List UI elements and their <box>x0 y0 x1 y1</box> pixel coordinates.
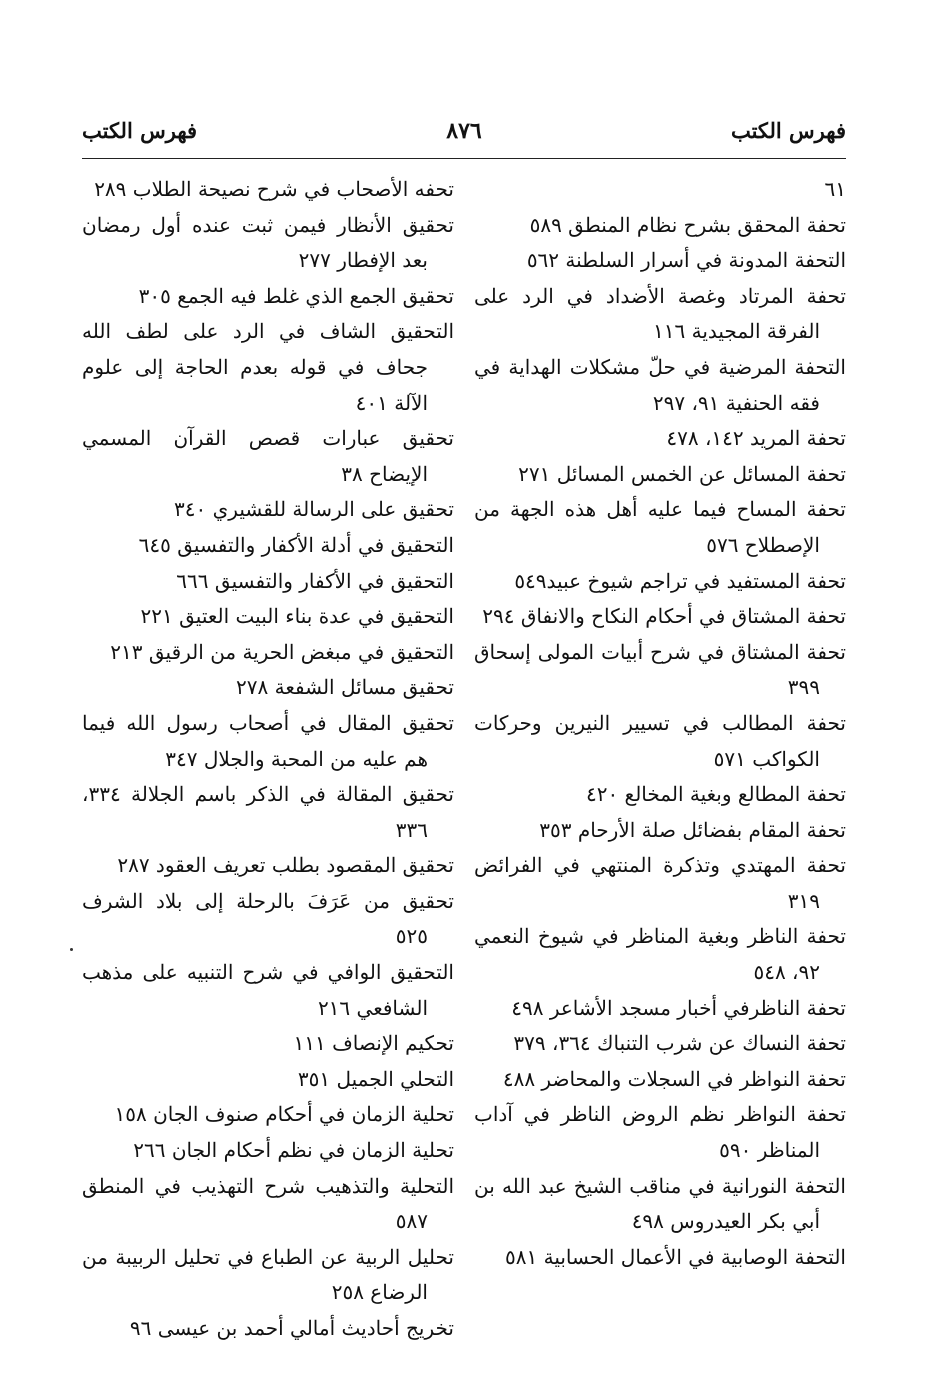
index-entry: التحقيق في أدلة الأكفار والتفسيق ٦٤٥ <box>138 532 454 557</box>
scan-speck <box>70 948 73 951</box>
running-title-right: فهرس الكتب <box>730 118 846 143</box>
running-title-left: فهرس الكتب <box>82 118 198 143</box>
index-entry: التحفة الوصابية في الأعمال الحسابية ٥٨١ <box>505 1244 846 1269</box>
index-entry: التحقيق في عدة بناء البيت العتيق ٢٢١ <box>140 604 454 629</box>
index-entry: تحفة النساك عن شرب التنباك ٣٦٤، ٣٧٩ <box>513 1031 846 1056</box>
index-entry: تحفة المهتدي وتذكرة المنتهي في الفرائض ٣١٩ <box>474 853 846 913</box>
index-entry: تحفه الأصحاب في شرح نصيحة الطلاب ٢٨٩ <box>94 177 454 201</box>
index-column-right <box>474 172 846 1275</box>
index-entry: تحفة المطالب في تسيير النيرين وحركات الكواكب ٥٧١ <box>474 710 846 771</box>
index-entry: تحفة المساح فيما عليه أهل هذه الجهة من الإصطلاح ٥٧٦ <box>474 497 846 557</box>
index-entry: التحفة النورانية في مناقب الشيخ عبد الله بن أبي بكر العيدروس ٤٩٨ <box>474 1173 846 1234</box>
index-entry: التحفة المدونة في أسرار السلطنة ٥٦٢ <box>526 248 846 273</box>
index-entry: تحفة المقام بفضائل صلة الأرحام ٣٥٣ <box>539 817 846 842</box>
index-entry: تحقيق المقال في أصحاب رسول الله فيما هم عليه من المحبة والجلال ٣٤٧ <box>82 710 454 771</box>
index-entry: تحكيم الإنصاف ١١١ <box>293 1031 454 1056</box>
index-entry: تحفة الناظرفي أخبار مسجد الأشاعر ٤٩٨ <box>511 995 846 1020</box>
index-entry: ٦١ <box>824 177 846 201</box>
index-entry: التحقيق الوافي في شرح التنبيه على مذهب الشافعي ٢١٦ <box>82 960 454 1020</box>
index-entry: تحقيق مسائل الشفعة ٢٧٨ <box>236 675 454 700</box>
header-rule <box>82 158 846 159</box>
index-entry: تحفة المستفيد في تراجم شيوخ عبيد٥٤٩ <box>514 568 846 593</box>
index-entry: تحليل الربية عن الطباع في تحليل الربيبة من الرضاع ٢٥٨ <box>82 1244 454 1305</box>
index-entry: تحفة النواظر نظم الروض الناظر في آداب المناظر ٥٩٠ <box>474 1102 846 1163</box>
index-entry: تحفة المرتاد وغصة الأضداد في الرد على الفرقة المجيدية ١١٦ <box>474 283 846 344</box>
index-entry: تحقيق على الرسالة للقشيري ٣٤٠ <box>174 497 454 522</box>
page-number: ٨٧٦ <box>446 118 482 144</box>
index-entry: تحفة المشتاق في أحكام النكاح والانفاق ٢٩٤ <box>482 604 846 629</box>
index-entry: تحقيق الأنظار فيمن ثبت عنده أول رمضان بعد الإفطار ٢٧٧ <box>82 212 454 273</box>
index-entry: التحفة المرضية في حلّ مشكلات الهداية في فقه الحنفية ٩١، ٢٩٧ <box>474 354 846 415</box>
index-entry: تحفة المريد ١٤٢، ٤٧٨ <box>666 426 846 451</box>
index-entry: تحلية الزمان في أحكام صنوف الجان ١٥٨ <box>114 1102 454 1127</box>
index-entry: التحلي الجميل ٣٥١ <box>297 1066 454 1091</box>
index-entry: تحفة المسائل عن الخمس المسائل ٢٧١ <box>518 461 846 486</box>
index-entry: تحقيق المقالة في الذكر باسم الجلالة ٣٣٤، ٣٣٦ <box>82 782 454 842</box>
index-entry: تحقيق عبارات قصص القرآن المسمي الإيضاح ٣٨ <box>82 426 454 486</box>
index-column-left <box>82 172 454 1347</box>
index-entry: التحقيق الشاف في الرد على لطف الله جحاف في قوله بعدم الحاجة إلى علوم الآلة ٤٠١ <box>82 319 454 415</box>
index-entry: تحقيق من عَرَفَ بالرحلة إلى بلاد الشرف ٥٢٥ <box>82 888 454 949</box>
index-entry: التحقيق في مبغض الحرية من الرقيق ٢١٣ <box>110 639 454 664</box>
index-entry: تحفة الناظر وبغية المناظر في شيوخ النعمي ٩٢، ٥٤٨ <box>474 924 846 985</box>
index-entry: تخريج أحاديث أمالي أحمد بن عيسى ٩٦ <box>129 1316 454 1340</box>
index-entry: تحفة النواظر في السجلات والمحاضر ٤٨٨ <box>502 1066 846 1091</box>
index-entry: التحقيق في الأكفار والتفسيق ٦٦٦ <box>176 568 454 593</box>
index-entry: تحقيق الجمع الذي غلط فيه الجمع ٣٠٥ <box>138 283 454 308</box>
index-entry: تحلية الزمان في نظم أحكام الجان ٢٦٦ <box>133 1138 454 1163</box>
page-header <box>82 118 846 158</box>
index-entry: تحفة المحقق بشرح نظام المنطق ٥٨٩ <box>529 212 846 237</box>
index-entry: تحفة المشتاق في شرح أبيات المولى إسحاق ٣٩٩ <box>474 639 846 700</box>
index-entry: تحقيق المقصود بطلب تعريف العقود ٢٨٧ <box>117 853 454 878</box>
index-entry: تحفة المطالع وبغية المخالع ٤٢٠ <box>585 782 846 807</box>
index-entry: التحلية والتذهيب شرح التهذيب في المنطق ٥٨٧ <box>82 1173 454 1234</box>
